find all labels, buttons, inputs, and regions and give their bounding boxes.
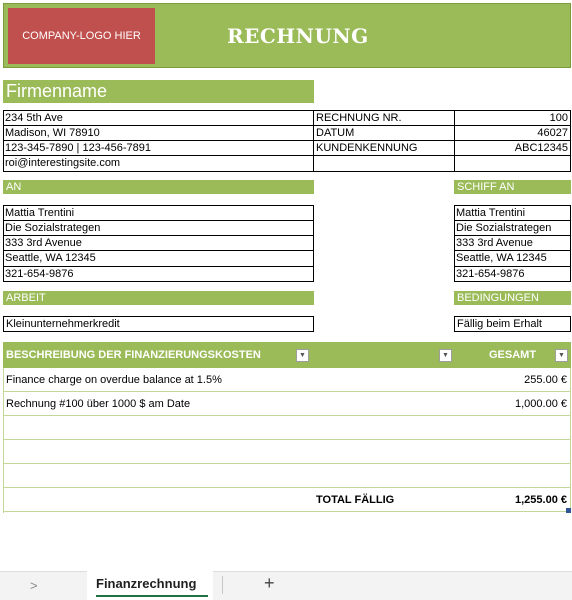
company-logo-placeholder[interactable]: COMPANY-LOGO HIER [8, 8, 155, 64]
bill-to-line[interactable]: Mattia Trentini [5, 207, 75, 219]
ship-to-line[interactable]: 333 3rd Avenue [456, 237, 533, 249]
bill-to-header: AN [3, 180, 314, 194]
description-column-header: BESCHREIBUNG DER FINANZIERUNGSKOSTEN [6, 349, 261, 361]
ship-to-line[interactable]: Die Sozialstrategen [456, 222, 552, 234]
work-header: ARBEIT [3, 291, 314, 305]
grid-line [3, 171, 571, 172]
terms-value[interactable]: Fällig beim Erhalt [454, 316, 571, 332]
filter-dropdown-button[interactable]: ▼ [555, 349, 568, 362]
invoice-title: RECHNUNG [227, 24, 369, 48]
company-phones[interactable]: 123-345-7890 | 123-456-7891 [5, 142, 151, 154]
company-address1[interactable]: 234 5th Ave [5, 112, 63, 124]
bill-to-line[interactable]: Seattle, WA 12345 [5, 252, 96, 264]
total-due-label: TOTAL FÄLLIG [316, 494, 395, 506]
work-value[interactable]: Kleinunternehmerkredit [3, 316, 314, 332]
table-row[interactable] [3, 368, 571, 392]
invoice-date[interactable]: 46027 [537, 127, 568, 139]
company-email[interactable]: roi@interestingsite.com [5, 157, 121, 169]
total-column-header: GESAMT [489, 349, 537, 361]
invoice-number-label: RECHNUNG NR. [316, 112, 402, 124]
row-description: Finance charge on overdue balance at 1.5% [6, 374, 222, 386]
row-description: Rechnung #100 über 1000 $ am Date [6, 398, 191, 410]
total-due-value: 1,255.00 € [515, 494, 567, 506]
ship-to-line[interactable]: 321-654-9876 [456, 268, 525, 280]
sheet-tab-bar [0, 571, 572, 600]
tab-divider [222, 576, 223, 594]
table-row[interactable] [3, 440, 571, 464]
sheet-tab-label: Finanzrechnung [96, 576, 197, 591]
invoice-date-label: DATUM [316, 127, 355, 139]
table-total-row[interactable] [3, 488, 571, 512]
company-address2[interactable]: Madison, WI 78910 [5, 127, 100, 139]
table-row[interactable] [3, 464, 571, 488]
grid-line [3, 110, 4, 172]
grid-line [313, 110, 314, 172]
filter-dropdown-button[interactable]: ▼ [439, 349, 452, 362]
bill-to-line[interactable]: 333 3rd Avenue [5, 237, 82, 249]
grid-line [454, 110, 455, 172]
table-row[interactable] [3, 416, 571, 440]
table-resize-handle[interactable] [566, 508, 571, 513]
customer-id[interactable]: ABC12345 [514, 142, 568, 154]
row-amount: 255.00 € [524, 374, 567, 386]
invoice-number[interactable]: 100 [549, 112, 568, 124]
filter-dropdown-button[interactable]: ▼ [296, 349, 309, 362]
company-name[interactable]: Firmenname [3, 80, 314, 103]
bill-to-line[interactable]: Die Sozialstrategen [5, 222, 101, 234]
active-tab-indicator [96, 595, 208, 597]
customer-id-label: KUNDENKENNUNG [316, 142, 418, 154]
add-sheet-icon[interactable]: + [264, 573, 275, 593]
chevron-right-icon[interactable]: > [30, 578, 38, 593]
grid-line [570, 110, 571, 172]
bill-to-line[interactable]: 321-654-9876 [5, 268, 74, 280]
ship-to-line[interactable]: Seattle, WA 12345 [456, 252, 547, 264]
table-row[interactable] [3, 392, 571, 416]
terms-header: BEDINGUNGEN [454, 291, 571, 305]
row-amount: 1,000.00 € [515, 398, 567, 410]
ship-to-header: SCHIFF AN [454, 180, 571, 194]
ship-to-line[interactable]: Mattia Trentini [456, 207, 526, 219]
